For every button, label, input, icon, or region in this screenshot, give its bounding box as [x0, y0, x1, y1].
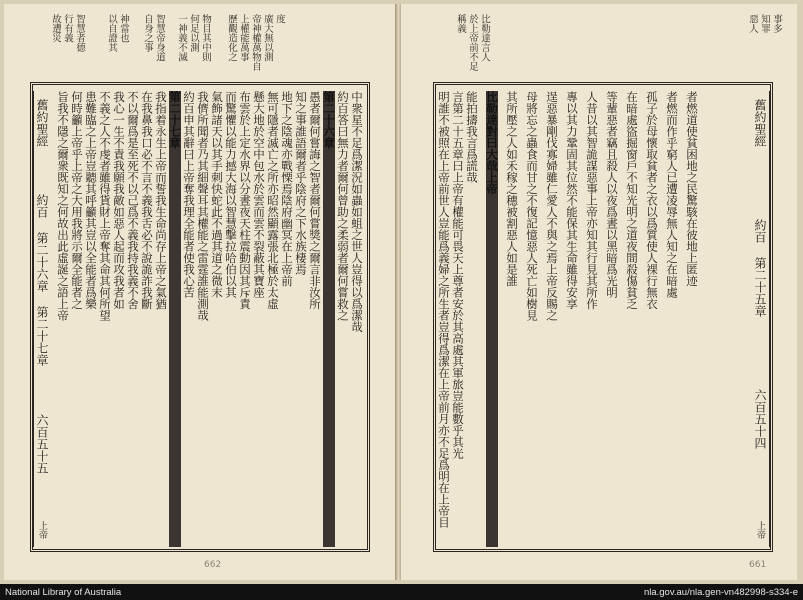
text-column: 不以爾爲是至死不以己爲不義我持我義不舍 — [126, 91, 140, 310]
text-column: 中衆星不足爲潔況如蟲如蛆之世人豈得以爲潔哉 — [350, 91, 364, 333]
pencil-page-note: 662 — [204, 560, 222, 570]
text-column: 在暗處盜掘窗戶不知光明之道夜間殺傷貧乏 — [625, 91, 639, 310]
text-column: 專以其力鞏固其位然不能保其生命雖得安享 — [565, 91, 579, 310]
text-column: 能拍擣我言爲謊哉 — [465, 91, 479, 183]
text-column: 約百申其辭曰上帝奪我理全能者使我心苦 — [182, 91, 196, 298]
text-column: 言第二十五章曰上帝有權能可畏天上尊者安於其高處其軍旅豈能數乎其光 — [451, 91, 465, 459]
text-column: 旨我不隱之爾衆既知之何故出此虛誕之語上帝 — [56, 91, 70, 321]
left-margin-note: 智慧者德 — [74, 14, 85, 52]
side-chapters: 約百 第二十六章 第二十七章 — [35, 194, 49, 367]
text-column: 愚者爾何嘗誨之智者爾何嘗獎之爾言非汝所 — [308, 91, 322, 310]
folio-mark: 上帝 — [755, 521, 765, 539]
footer-identifier: nla.gov.au/nla.gen-vn482998-s334-e — [643, 586, 798, 598]
text-column: 布雲於上定水界以分晝夜天柱震動因其斥責 — [238, 91, 252, 310]
right-text-frame — [433, 82, 773, 552]
text-column: 何時籲上帝乎上帝之大用我將示爾全能者之 — [70, 91, 84, 310]
right-margin-note: 知罪 — [759, 14, 770, 33]
footer-bar — [0, 584, 803, 600]
side-title: 舊約聖經 — [35, 99, 49, 147]
left-page — [4, 4, 396, 580]
right-page — [401, 4, 797, 580]
left-margin-note: 神當也 — [118, 14, 129, 43]
text-column: 無可隱者滅亡之所亦昭然顯露張北極於太虛 — [266, 91, 280, 310]
text-column: 不義之人不虔者雖得貨財上帝奪其命其何所望 — [98, 91, 112, 321]
left-margin-note: 行有義 — [62, 14, 73, 43]
text-column: 在我鼻我口必不言不義我舌必不說詭詐我斷 — [140, 91, 154, 310]
text-column: 我指着永生上帝而誓我生命尚存上帝之氣猶 — [154, 91, 168, 310]
left-margin-note: 自身之事 — [142, 14, 153, 52]
left-margin-note: 上權能萬事 — [238, 14, 249, 62]
left-margin-note: 歷觀造化之 — [226, 14, 237, 62]
right-margin-note: 於上帝前不足 — [467, 14, 478, 71]
left-margin-note: 一神義不滅 — [176, 14, 187, 62]
left-text-frame — [30, 82, 370, 552]
left-margin-note: 智慧帝身道 — [154, 14, 165, 62]
page-number: 六百五十四 — [753, 389, 767, 449]
left-margin-note: 度 — [274, 14, 285, 24]
chapter-heading: 比勒達對曰大哉上帝 — [486, 91, 498, 547]
text-column: 知之事誰語爾者乎陰府之下水族棲焉 — [294, 91, 308, 275]
text-column: 地下之陰魂亦戰慄焉陰府幽冥在上帝前 — [280, 91, 294, 287]
left-margin-note: 故遭災 — [50, 14, 61, 43]
text-column: 其所壓之人如禾稼之穗被割惡人如是誰 — [505, 91, 519, 287]
left-margin-note: 帝神權萬物自 — [250, 14, 261, 71]
right-margin-note: 事多 — [771, 14, 782, 33]
text-column: 者燃而作乎窮人已遭凌辱無人知之在暗處 — [665, 91, 679, 298]
left-margin-note: 物目其中則 — [200, 14, 211, 62]
text-column: 約百答曰無力者爾何曾助之柔弱者爾何嘗救之 — [336, 91, 350, 321]
right-side-margin — [752, 91, 770, 547]
left-margin-note: 廣大無以測 — [262, 14, 273, 62]
text-column: 我心一生不責我願我敵如惡人起而攻我者如 — [112, 91, 126, 310]
chapter-heading: 第二十六章 — [323, 91, 335, 547]
chapter-heading: 第二十七章 — [169, 91, 181, 547]
right-margin-note: 稱義 — [455, 14, 466, 33]
right-margin-note: 惡人 — [747, 14, 758, 33]
text-column: 懸大地於空中包水於雲而雲不裂蔽其寶座 — [252, 91, 266, 298]
footer-credit: National Library of Australia — [5, 586, 122, 598]
text-column: 明誰不被照在上帝前世人豈能爲義婦之所生者豈得爲潔在上帝前月亦不足爲明在上帝目 — [437, 91, 451, 528]
right-margin-note: 比勒達言人 — [479, 14, 490, 62]
side-chapters: 約百 第二十五章 — [753, 219, 767, 317]
left-margin-note: 以自證其 — [106, 14, 117, 52]
text-column: 患難臨之上帝豈聽其呼籲其豈以全能者爲樂 — [84, 91, 98, 310]
text-column: 等輩惡者竊且殺人以夜爲晝以黑暗爲光明 — [605, 91, 619, 298]
text-column: 孤子於母懷取貧者之衣以爲質使人裸行無衣 — [645, 91, 659, 310]
left-margin-note: 何足以測 — [188, 14, 199, 52]
folio-mark: 上帝 — [37, 520, 47, 539]
side-title: 舊約聖經 — [753, 99, 767, 147]
text-column: 母將忘之蟲食而甘之不復記憶惡人死亡如樹見 — [525, 91, 539, 321]
text-column: 逞惡暴剛伐寡婦雖仁愛人不與之焉上帝反賜之 — [545, 91, 559, 321]
text-column: 者燃道使貧困地之民驚駭在彼地上匿迹 — [685, 91, 699, 287]
text-column: 我儕所聞者乃其細聲耳其權能之雷霆誰能測哉 — [196, 91, 210, 321]
left-side-margin — [33, 91, 51, 547]
pencil-page-note: 661 — [749, 560, 767, 570]
text-column: 人昔以其智詭謀惡事上帝亦知其行見其所作 — [585, 91, 599, 310]
text-column: 而驚懼以能力撼大海以智慧擊拉哈伯以其 — [224, 91, 238, 298]
page-number: 六百五十五 — [35, 413, 49, 474]
text-column: 氣飾諸天以其手刺快蛇此不過其道之微末 — [210, 91, 224, 298]
